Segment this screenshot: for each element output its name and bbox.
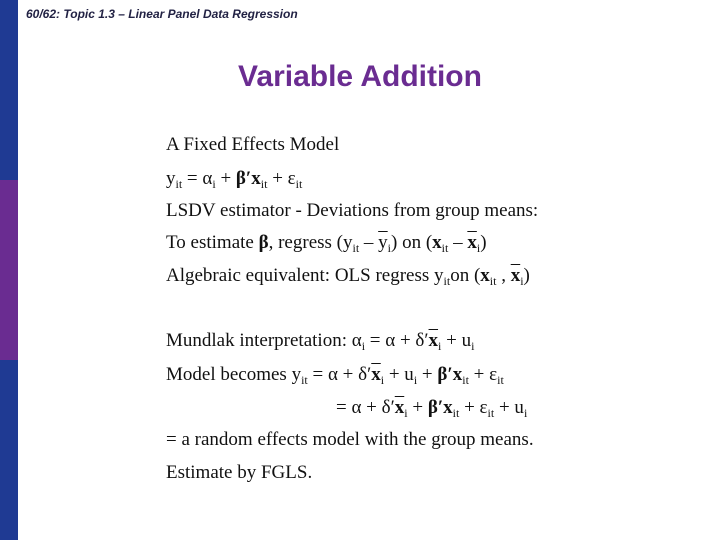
close-paren: ) [480,232,487,253]
to-estimate-label: To estimate [166,232,259,253]
algebraic-label: Algebraic equivalent: OLS regress [166,265,435,286]
line-fixed-effects-model: A Fixed Effects Model [166,134,340,155]
on-label: ) on ( [391,232,433,253]
regress-label: , regress ( [268,232,343,253]
sidebar-segment-middle [0,180,18,360]
sidebar-segment-bottom [0,360,18,540]
line-model-becomes: Model becomes $y_{it} = \alpha + \delta'\overline{x}_i + u_i + \beta'x_{it} + \varepsilon_{it}$ [166,364,504,387]
equation-rearranged: = $\alpha + \delta'\overline{x}_i + \beta'x_{it} + \varepsilon_{it} + u_i$ [336,397,528,420]
slide-title: Variable Addition [238,60,482,93]
on-label-2: on ( [450,265,481,286]
line-to-estimate: To estimate β, regress $(y_{it} - \overline{y}_i)$ on $(x_{it} - \overline{x}_i)$ [166,232,487,255]
equation-fixed-effects: $y_{it} = \alpha_i + \beta'x_{it} + \varepsilon_{it}$ [166,168,303,191]
slide-header: 60/62: Topic 1.3 – Linear Panel Data Regression [26,7,298,21]
line-algebraic-equivalent: Algebraic equivalent: OLS regress $y_{it}on$ ($x_{it}$ , $\overline{x}_i$) [166,265,530,288]
mundlak-label: Mundlak interpretation: [166,330,352,351]
model-becomes-label: Model becomes [166,364,292,385]
line-mundlak: Mundlak interpretation: $\alpha_i = \alpha + \delta'\overline{x}_i + u_i$ [166,330,475,353]
line-random-effects: = a random effects model with the group means. [166,429,534,450]
line-lsdv-estimator: LSDV estimator - Deviations from group means: [166,200,539,221]
line-estimate-fgls: Estimate by FGLS. [166,462,313,483]
close-paren-2: ) [523,265,530,286]
